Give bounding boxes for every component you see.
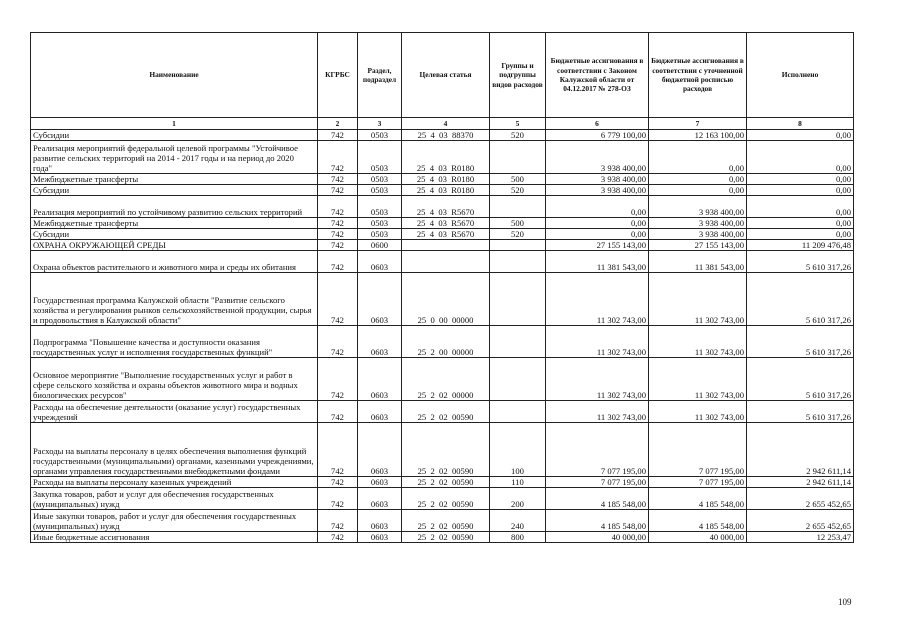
table-row <box>31 401 854 423</box>
cell-updated-amount: 40 000,00 <box>649 532 747 543</box>
cell-executed-amount: 5 610 317,26 <box>747 358 854 401</box>
cell-kgrbs: 742 <box>318 141 358 174</box>
cell-section: 0503 <box>358 185 402 196</box>
cell-kgrbs: 742 <box>318 174 358 185</box>
cell-target: 25 4 03 R5670 <box>402 196 490 218</box>
cell-target: 25 2 02 00590 <box>402 477 490 488</box>
cell-group: 500 <box>490 174 546 185</box>
cell-section: 0503 <box>358 141 402 174</box>
table-row <box>31 196 854 218</box>
cell-executed-amount: 5 610 317,26 <box>747 326 854 358</box>
cell-target: 25 2 02 00590 <box>402 510 490 532</box>
cell-updated-amount: 7 077 195,00 <box>649 423 747 477</box>
cell-updated-amount: 11 302 743,00 <box>649 273 747 326</box>
table-row <box>31 532 854 543</box>
col-number: 7 <box>649 118 747 130</box>
cell-law-amount: 11 302 743,00 <box>546 273 649 326</box>
cell-name: Основное мероприятие "Выполнение государственных услуг и работ в сфере сельского хозяйства и охраны объектов животного мира и водных биологических ресурсов" <box>31 358 318 401</box>
cell-executed-amount: 0,00 <box>747 141 854 174</box>
cell-law-amount: 0,00 <box>546 218 649 229</box>
header-target: Целевая статья <box>402 33 490 118</box>
cell-target: 25 2 02 00590 <box>402 532 490 543</box>
cell-group: 500 <box>490 218 546 229</box>
cell-executed-amount: 5 610 317,26 <box>747 251 854 273</box>
cell-executed-amount: 0,00 <box>747 218 854 229</box>
cell-section: 0603 <box>358 488 402 510</box>
cell-executed-amount: 2 942 611,14 <box>747 423 854 477</box>
cell-law-amount: 27 155 143,00 <box>546 240 649 251</box>
header-section: Раздел, подраздел <box>358 33 402 118</box>
cell-executed-amount: 5 610 317,26 <box>747 273 854 326</box>
cell-executed-amount: 2 942 611,14 <box>747 477 854 488</box>
cell-kgrbs: 742 <box>318 401 358 423</box>
cell-group: 520 <box>490 130 546 141</box>
cell-name: Иные бюджетные ассигнования <box>31 532 318 543</box>
cell-group <box>490 273 546 326</box>
cell-executed-amount: 0,00 <box>747 130 854 141</box>
col-number: 5 <box>490 118 546 130</box>
cell-kgrbs: 742 <box>318 218 358 229</box>
cell-group: 200 <box>490 488 546 510</box>
cell-name: Реализация мероприятий по устойчивому развитию сельских территорий <box>31 196 318 218</box>
cell-kgrbs: 742 <box>318 240 358 251</box>
cell-target: 25 4 03 R0180 <box>402 174 490 185</box>
cell-section: 0603 <box>358 477 402 488</box>
cell-name: Расходы на выплаты персоналу казенных учреждений <box>31 477 318 488</box>
cell-name: Подпрограмма "Повышение качества и доступности оказания государственных услуг и исполнения государственных функций" <box>31 326 318 358</box>
cell-executed-amount: 0,00 <box>747 174 854 185</box>
cell-target: 25 4 03 R0180 <box>402 141 490 174</box>
cell-executed-amount: 2 655 452,65 <box>747 488 854 510</box>
column-number-row <box>31 118 854 130</box>
cell-section: 0503 <box>358 218 402 229</box>
cell-target: 25 2 00 00000 <box>402 326 490 358</box>
cell-updated-amount: 11 302 743,00 <box>649 401 747 423</box>
cell-target: 25 4 03 R0180 <box>402 185 490 196</box>
cell-updated-amount: 7 077 195,00 <box>649 477 747 488</box>
cell-law-amount: 7 077 195,00 <box>546 477 649 488</box>
cell-target: 25 0 00 00000 <box>402 273 490 326</box>
cell-group: 800 <box>490 532 546 543</box>
table-row <box>31 510 854 532</box>
table-row <box>31 240 854 251</box>
cell-executed-amount: 12 253,47 <box>747 532 854 543</box>
table-row <box>31 477 854 488</box>
cell-group: 520 <box>490 185 546 196</box>
header-law: Бюджетные ассигнования в соответствии с Законом Калужской области от 04.12.2017 № 278-ОЗ <box>546 33 649 118</box>
cell-section: 0603 <box>358 401 402 423</box>
table-row <box>31 273 854 326</box>
cell-executed-amount: 0,00 <box>747 229 854 240</box>
cell-section: 0503 <box>358 130 402 141</box>
cell-section: 0503 <box>358 174 402 185</box>
cell-group: 240 <box>490 510 546 532</box>
cell-group <box>490 251 546 273</box>
cell-law-amount: 11 302 743,00 <box>546 358 649 401</box>
header-groups: Группы и подгруппы видов расходов <box>490 33 546 118</box>
col-number: 2 <box>318 118 358 130</box>
cell-group <box>490 240 546 251</box>
cell-updated-amount: 3 938 400,00 <box>649 218 747 229</box>
cell-section: 0503 <box>358 229 402 240</box>
cell-kgrbs: 742 <box>318 477 358 488</box>
cell-law-amount: 11 302 743,00 <box>546 401 649 423</box>
cell-kgrbs: 742 <box>318 532 358 543</box>
table-row <box>31 218 854 229</box>
cell-law-amount: 7 077 195,00 <box>546 423 649 477</box>
cell-group: 110 <box>490 477 546 488</box>
cell-name: Субсидии <box>31 130 318 141</box>
cell-law-amount: 0,00 <box>546 229 649 240</box>
cell-updated-amount: 4 185 548,00 <box>649 488 747 510</box>
cell-law-amount: 11 302 743,00 <box>546 326 649 358</box>
cell-executed-amount: 0,00 <box>747 196 854 218</box>
cell-section: 0600 <box>358 240 402 251</box>
cell-section: 0603 <box>358 510 402 532</box>
table-row <box>31 229 854 240</box>
cell-law-amount: 6 779 100,00 <box>546 130 649 141</box>
table-row <box>31 174 854 185</box>
cell-name: Субсидии <box>31 185 318 196</box>
cell-target: 25 2 02 00590 <box>402 423 490 477</box>
cell-executed-amount: 2 655 452,65 <box>747 510 854 532</box>
cell-section: 0603 <box>358 251 402 273</box>
table-row <box>31 251 854 273</box>
table-row <box>31 326 854 358</box>
budget-table <box>30 32 854 543</box>
cell-group <box>490 141 546 174</box>
cell-kgrbs: 742 <box>318 273 358 326</box>
cell-updated-amount: 0,00 <box>649 185 747 196</box>
cell-target: 25 2 02 00590 <box>402 401 490 423</box>
cell-updated-amount: 27 155 143,00 <box>649 240 747 251</box>
col-number: 4 <box>402 118 490 130</box>
cell-name: Расходы на выплаты персоналу в целях обеспечения выполнения функций государственными (муниципальными) органами, казенными учреждениями, органами управления государственными внебюджетными фондами <box>31 423 318 477</box>
cell-group: 100 <box>490 423 546 477</box>
cell-target: 25 4 03 88370 <box>402 130 490 141</box>
table-row <box>31 185 854 196</box>
cell-updated-amount: 0,00 <box>649 174 747 185</box>
cell-target <box>402 240 490 251</box>
table-row <box>31 423 854 477</box>
header-name: Наименование <box>31 33 318 118</box>
cell-group <box>490 401 546 423</box>
table-row <box>31 488 854 510</box>
cell-kgrbs: 742 <box>318 229 358 240</box>
cell-name: Реализация мероприятий федеральной целевой программы "Устойчивое развитие сельских территорий на 2014 - 2017 годы и на период до 2020 года" <box>31 141 318 174</box>
cell-target: 25 2 02 00000 <box>402 358 490 401</box>
cell-name: Иные закупки товаров, работ и услуг для обеспечения государственных (муниципальных) нужд <box>31 510 318 532</box>
cell-kgrbs: 742 <box>318 185 358 196</box>
cell-section: 0603 <box>358 532 402 543</box>
cell-name: Закупка товаров, работ и услуг для обеспечения государственных (муниципальных) нужд <box>31 488 318 510</box>
cell-kgrbs: 742 <box>318 196 358 218</box>
cell-updated-amount: 11 302 743,00 <box>649 358 747 401</box>
cell-law-amount: 0,00 <box>546 196 649 218</box>
cell-executed-amount: 11 209 476,48 <box>747 240 854 251</box>
cell-group: 520 <box>490 229 546 240</box>
cell-section: 0603 <box>358 358 402 401</box>
cell-updated-amount: 0,00 <box>649 141 747 174</box>
cell-executed-amount: 5 610 317,26 <box>747 401 854 423</box>
cell-section: 0503 <box>358 196 402 218</box>
header-kgrbs: КГРБС <box>318 33 358 118</box>
table-row <box>31 358 854 401</box>
cell-law-amount: 4 185 548,00 <box>546 488 649 510</box>
cell-law-amount: 3 938 400,00 <box>546 141 649 174</box>
cell-law-amount: 40 000,00 <box>546 532 649 543</box>
cell-kgrbs: 742 <box>318 488 358 510</box>
cell-name: Государственная программа Калужской области "Развитие сельского хозяйства и регулирования рынков сельскохозяйственной продукции, сырья и продовольствия в Калужской области" <box>31 273 318 326</box>
cell-updated-amount: 3 938 400,00 <box>649 229 747 240</box>
cell-section: 0603 <box>358 326 402 358</box>
header-updated: Бюджетные ассигнования в соответствии с уточненной бюджетной росписью расходов <box>649 33 747 118</box>
cell-updated-amount: 11 381 543,00 <box>649 251 747 273</box>
cell-law-amount: 3 938 400,00 <box>546 185 649 196</box>
page-number: 109 <box>838 597 852 607</box>
table-row <box>31 141 854 174</box>
cell-kgrbs: 742 <box>318 130 358 141</box>
col-number: 6 <box>546 118 649 130</box>
cell-law-amount: 11 381 543,00 <box>546 251 649 273</box>
header-executed: Исполнено <box>747 33 854 118</box>
cell-name: Межбюджетные трансферты <box>31 218 318 229</box>
cell-updated-amount: 11 302 743,00 <box>649 326 747 358</box>
col-number: 1 <box>31 118 318 130</box>
cell-kgrbs: 742 <box>318 251 358 273</box>
cell-executed-amount: 0,00 <box>747 185 854 196</box>
cell-name: Межбюджетные трансферты <box>31 174 318 185</box>
cell-updated-amount: 12 163 100,00 <box>649 130 747 141</box>
cell-name: Охрана объектов растительного и животного мира и среды их обитания <box>31 251 318 273</box>
cell-section: 0603 <box>358 423 402 477</box>
cell-kgrbs: 742 <box>318 326 358 358</box>
table-row <box>31 130 854 141</box>
cell-group <box>490 196 546 218</box>
col-number: 3 <box>358 118 402 130</box>
cell-kgrbs: 742 <box>318 423 358 477</box>
cell-kgrbs: 742 <box>318 510 358 532</box>
cell-target: 25 4 03 R5670 <box>402 229 490 240</box>
header-row <box>31 33 854 118</box>
cell-target: 25 4 03 R5670 <box>402 218 490 229</box>
cell-updated-amount: 3 938 400,00 <box>649 196 747 218</box>
cell-name: Расходы на обеспечение деятельности (оказание услуг) государственных учреждений <box>31 401 318 423</box>
col-number: 8 <box>747 118 854 130</box>
cell-law-amount: 3 938 400,00 <box>546 174 649 185</box>
cell-kgrbs: 742 <box>318 358 358 401</box>
cell-updated-amount: 4 185 548,00 <box>649 510 747 532</box>
cell-name: ОХРАНА ОКРУЖАЮЩЕЙ СРЕДЫ <box>31 240 318 251</box>
cell-group <box>490 358 546 401</box>
table-body <box>31 130 854 543</box>
cell-group <box>490 326 546 358</box>
cell-target <box>402 251 490 273</box>
cell-law-amount: 4 185 548,00 <box>546 510 649 532</box>
cell-section: 0603 <box>358 273 402 326</box>
cell-target: 25 2 02 00590 <box>402 488 490 510</box>
cell-name: Субсидии <box>31 229 318 240</box>
